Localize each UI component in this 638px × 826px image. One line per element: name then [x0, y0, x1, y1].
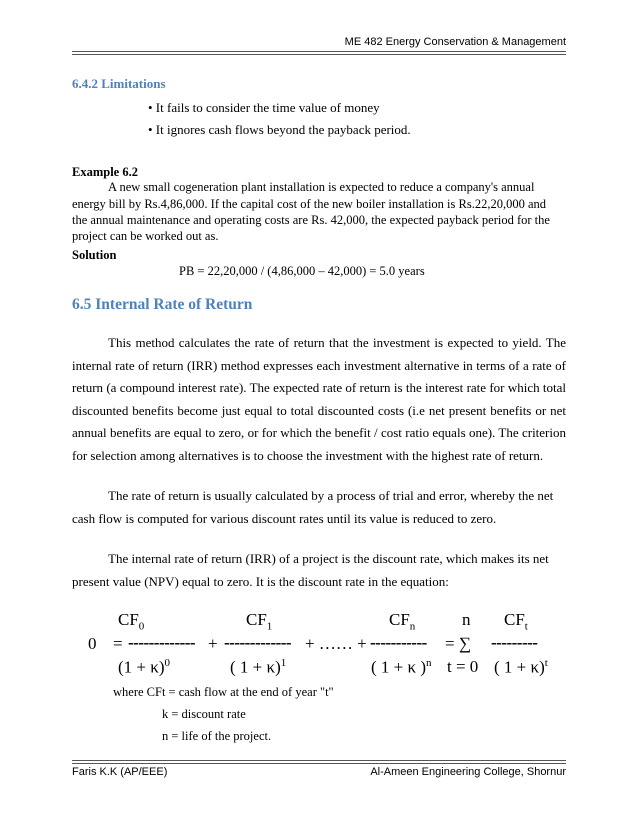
- running-header: ME 482 Energy Conservation & Management: [344, 36, 566, 48]
- footer-rule: [72, 760, 566, 764]
- limitation-bullet-1: • It fails to consider the time value of money: [148, 100, 380, 115]
- denominator-0: $(1 + \kappa)^0$: [118, 657, 170, 677]
- numerator-cf0: $CF_0$: [118, 610, 145, 633]
- solution-heading: Solution: [72, 248, 117, 262]
- example-line-4: project can be worked out as.: [72, 229, 219, 243]
- equation-lhs-zero: 0: [88, 634, 97, 653]
- numerator-cft: $CF_t$: [504, 610, 528, 633]
- fraction-bar-1: -------------: [128, 633, 196, 652]
- irr-para3-line-2: present value (NPV) equal to zero. It is the discount rate in the equation:: [72, 574, 449, 589]
- sum-upper-limit: n: [462, 610, 471, 629]
- example-heading: Example 6.2: [72, 165, 138, 179]
- example-line-3: the annual maintenance and operating costs are Rs. 42,000, the expected payback period for the: [72, 213, 550, 227]
- fraction-bar-2: -------------: [224, 633, 292, 652]
- footer-college: Al-Ameen Engineering College, Shornur: [370, 766, 566, 778]
- plus-sign: +: [208, 634, 218, 653]
- footer-author: Faris K.K (AP/EEE): [72, 766, 168, 778]
- irr-para1-line-6: for selection among alternatives is to choose the investment with the highest rate of return.: [72, 447, 544, 463]
- header-rule: [72, 51, 566, 55]
- payback-formula: PB = 22,20,000 / (4,86,000 – 42,000) = 5.0 years: [179, 264, 425, 278]
- definition-n: n = life of the project.: [162, 729, 272, 743]
- irr-para1-line-2: internal rate of return (IRR) method expresses each investment alternative in terms of a rate of: [72, 357, 566, 373]
- fraction-bar-t: ---------: [491, 633, 538, 652]
- section-heading-limitations: 6.4.2 Limitations: [72, 76, 166, 91]
- irr-para3-line-1: The internal rate of return (IRR) of a project is the discount rate, which makes its net: [108, 551, 549, 566]
- fraction-bar-n: -----------: [370, 633, 427, 652]
- example-line-1: A new small cogeneration plant installation is expected to reduce a company's annual: [108, 180, 535, 194]
- irr-paragraph-3: [72, 547, 566, 593]
- denominator-1: ( 1 + κ)$^1$: [230, 657, 287, 677]
- denominator-n: ( 1 + κ )$^n$: [371, 657, 432, 677]
- irr-paragraph-2: [72, 484, 566, 530]
- irr-para1-line-5: annual benefits are equal to zero, or for which the benefit / cost ratio equals one). The criterion: [72, 425, 566, 441]
- irr-paragraph-1: [72, 332, 566, 468]
- example-line-2: energy bill by Rs.4,86,000. If the capital cost of the new boiler installation is Rs.22,20,000 and: [72, 197, 546, 211]
- numerator-cf1: $CF_1$: [246, 610, 273, 633]
- denominator-t: ( 1 + κ)$^t$: [494, 657, 548, 677]
- ellipsis-terms: + …… +: [305, 634, 367, 653]
- definition-k: k = discount rate: [162, 707, 246, 721]
- limitation-bullet-2: • It ignores cash flows beyond the payback period.: [148, 122, 411, 137]
- irr-para1-line-3: return (a compound interest rate). The expected rate of return is the interest rate for which total: [72, 380, 566, 396]
- irr-para1-line-4: discounted benefits become just equal to total discounted costs (i.e net present benefits or net: [72, 402, 566, 418]
- section-heading-irr: 6.5 Internal Rate of Return: [72, 296, 253, 313]
- equals-sign: =: [113, 634, 123, 653]
- irr-para2-line-2: cash flow is computed for various discount rates until its value is reduced to zero.: [72, 511, 497, 526]
- irr-para1-line-1: This method calculates the rate of return that the investment is expected to yield. The: [108, 335, 566, 350]
- definition-cft: where CFt = cash flow at the end of year "t": [113, 685, 334, 699]
- sum-lower-limit: t = 0: [447, 657, 479, 676]
- equals-sigma: = ∑: [445, 634, 471, 653]
- numerator-cfn: $CF_n$: [389, 610, 416, 633]
- irr-para2-line-1: The rate of return is usually calculated by a process of trial and error, whereby the net: [108, 488, 554, 503]
